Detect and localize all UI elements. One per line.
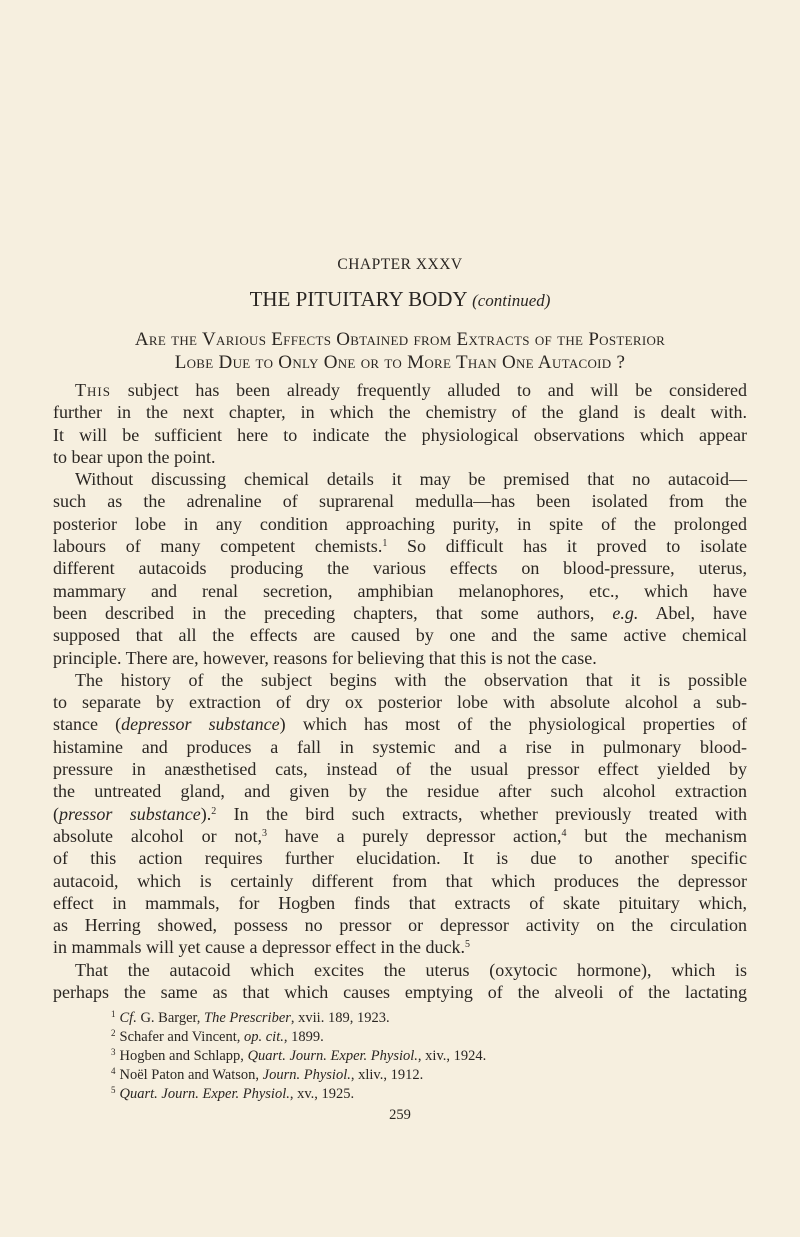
text-segment: of this action requires further elucidation. It is due to another specific	[53, 848, 747, 869]
text-segment: The Prescriber	[204, 1010, 291, 1026]
footnote	[111, 1085, 486, 1104]
text-segment: , xv., 1925.	[289, 1086, 355, 1102]
footnote-ref: 1	[382, 538, 388, 550]
paragraph	[53, 468, 747, 669]
footnotes	[111, 1009, 486, 1104]
text-segment: but the mechanism	[566, 825, 748, 846]
text-line	[53, 736, 747, 758]
footnote-ref: 5	[465, 939, 471, 951]
text-segment: Noël Paton and Watson,	[119, 1067, 263, 1083]
text-line	[53, 602, 747, 624]
footnote-ref: 4	[561, 827, 567, 839]
text-segment: In the bird such extracts, whether previously treated with	[216, 803, 747, 824]
text-segment: op. cit.	[243, 1029, 284, 1045]
body-text	[53, 379, 747, 1003]
text-segment: Without discussing chemical details it may be premised that no autacoid—	[75, 469, 747, 490]
text-line	[53, 936, 747, 958]
text-segment: , 1899.	[283, 1029, 324, 1045]
text-line	[53, 669, 747, 691]
text-segment: been described in the preceding chapters, that some authors,	[53, 602, 613, 623]
chapter-heading: CHAPTER XXXV	[337, 256, 463, 273]
text-segment: perhaps the same as that which causes emptying of the alveoli of the lactating	[53, 982, 747, 1003]
text-line	[53, 535, 747, 557]
section-heading-line-1: Are the Various Effects Obtained from Extracts of the Posterior	[134, 329, 666, 350]
page-number: 259	[389, 1107, 411, 1123]
text-segment: , xvii. 189, 1923.	[290, 1010, 390, 1026]
text-line	[53, 914, 747, 936]
text-segment: have a purely depressor action,	[266, 825, 562, 846]
text-line	[53, 713, 747, 735]
text-segment: , xiv., 1924.	[417, 1048, 487, 1064]
text-line	[53, 513, 747, 535]
text-segment: supposed that all the effects are caused by one and the same active chemical	[53, 625, 747, 646]
text-segment: Abel, have	[638, 602, 748, 623]
text-segment: , xliv., 1912.	[350, 1067, 424, 1083]
paragraph	[53, 379, 747, 468]
text-segment: Journ. Physiol.	[262, 1067, 351, 1083]
text-segment: effect in mammals, for Hogben finds that extracts of skate pituitary which,	[53, 892, 747, 913]
footnote-ref: 3	[111, 1047, 116, 1057]
text-line	[53, 981, 747, 1003]
text-segment: pressure in anæsthetised cats, instead of the usual pressor effect yielded by	[53, 759, 747, 780]
text-segment: It will be sufficient here to indicate the physiological observations which appear	[53, 424, 747, 445]
text-line	[53, 691, 747, 713]
text-segment: absolute alcohol or not,	[53, 825, 262, 846]
text-segment: in mammals will yet cause a depressor effect in the duck.	[53, 937, 466, 958]
footnote	[111, 1028, 486, 1047]
text-line	[53, 870, 747, 892]
text-line	[53, 647, 747, 669]
text-segment: This	[75, 380, 111, 400]
text-segment: So difficult has it proved to isolate	[387, 536, 748, 557]
text-segment: Quart. Journ. Exper. Physiol.	[247, 1048, 418, 1064]
text-segment: further in the next chapter, in which the chemistry of the gland is dealt with.	[53, 402, 747, 423]
text-segment: as Herring showed, possess no pressor or depressor activity on the circulation	[53, 915, 747, 936]
text-segment: ) which has most of the physiological properties of	[279, 714, 747, 735]
text-segment: posterior lobe in any condition approaching purity, in spite of the prolonged	[53, 513, 747, 534]
text-segment: stance (	[53, 714, 122, 735]
text-segment: Cf.	[119, 1010, 137, 1026]
text-line	[53, 624, 747, 646]
text-line	[53, 892, 747, 914]
text-segment: labours of many competent chemists.	[53, 536, 383, 557]
text-segment: G. Barger,	[136, 1010, 205, 1026]
text-segment: depressor substance	[121, 714, 280, 735]
text-segment: Schafer and Vincent,	[119, 1029, 244, 1045]
text-segment: subject has been already frequently alluded to and will be considered	[110, 380, 747, 400]
footnote-ref: 3	[261, 827, 267, 839]
text-segment: the untreated gland, and given by the residue after such alcohol extraction	[53, 781, 747, 802]
text-segment: histamine and produces a fall in systemic and a rise in pulmonary blood-	[53, 736, 747, 757]
text-segment: e.g.	[612, 602, 639, 623]
text-segment: such as the adrenaline of suprarenal medulla—has been isolated from the	[53, 491, 747, 512]
text-segment: principle. There are, however, reasons for believing that this is not the case.	[53, 647, 597, 668]
text-line	[53, 557, 747, 579]
text-line	[53, 825, 747, 847]
footnote	[111, 1066, 486, 1085]
text-line	[53, 468, 747, 490]
text-segment: Hogben and Schlapp,	[119, 1048, 248, 1064]
footnote-ref: 4	[111, 1066, 116, 1076]
text-line	[53, 847, 747, 869]
text-segment: That the autacoid which excites the uterus (oxytocic hormone), which is	[75, 959, 747, 980]
footnote-ref: 5	[111, 1085, 116, 1095]
text-segment: ).	[200, 803, 212, 824]
text-segment: autacoid, which is certainly different from that which produces the depressor	[53, 870, 747, 891]
paragraph	[53, 669, 747, 959]
text-segment: (	[53, 803, 59, 824]
footnote-ref: 1	[111, 1009, 116, 1019]
text-line	[53, 401, 747, 423]
text-line	[53, 490, 747, 512]
text-line	[53, 580, 747, 602]
text-line	[53, 446, 747, 468]
text-segment: mammary and renal secretion, amphibian melanophores, etc., which have	[53, 580, 747, 601]
chapter-title	[0, 287, 800, 313]
paragraph	[53, 959, 747, 1004]
text-segment: pressor substance	[59, 803, 201, 824]
text-line	[53, 758, 747, 780]
text-line	[53, 424, 747, 446]
footnote-ref: 2	[211, 805, 217, 817]
footnote-ref: 2	[111, 1028, 116, 1038]
text-line	[53, 959, 747, 981]
section-heading-line-2: Lobe Due to Only One or to More Than One Autacoid ?	[174, 352, 626, 373]
footnote	[111, 1047, 486, 1066]
footnote	[111, 1009, 486, 1028]
text-line	[53, 780, 747, 802]
text-segment: to separate by extraction of dry ox posterior lobe with absolute alcohol a sub-	[53, 692, 747, 713]
text-segment: The history of the subject begins with the observation that it is possible	[75, 669, 747, 690]
title-text: THE PITUITARY BODY	[249, 287, 467, 311]
text-line	[53, 379, 747, 401]
title-note: (continued)	[472, 291, 551, 310]
text-segment: different autacoids producing the various effects on blood-pressure, uterus,	[53, 558, 747, 579]
text-segment: Quart. Journ. Exper. Physiol.	[119, 1086, 290, 1102]
text-line	[53, 803, 747, 825]
text-segment: to bear upon the point.	[53, 446, 216, 467]
